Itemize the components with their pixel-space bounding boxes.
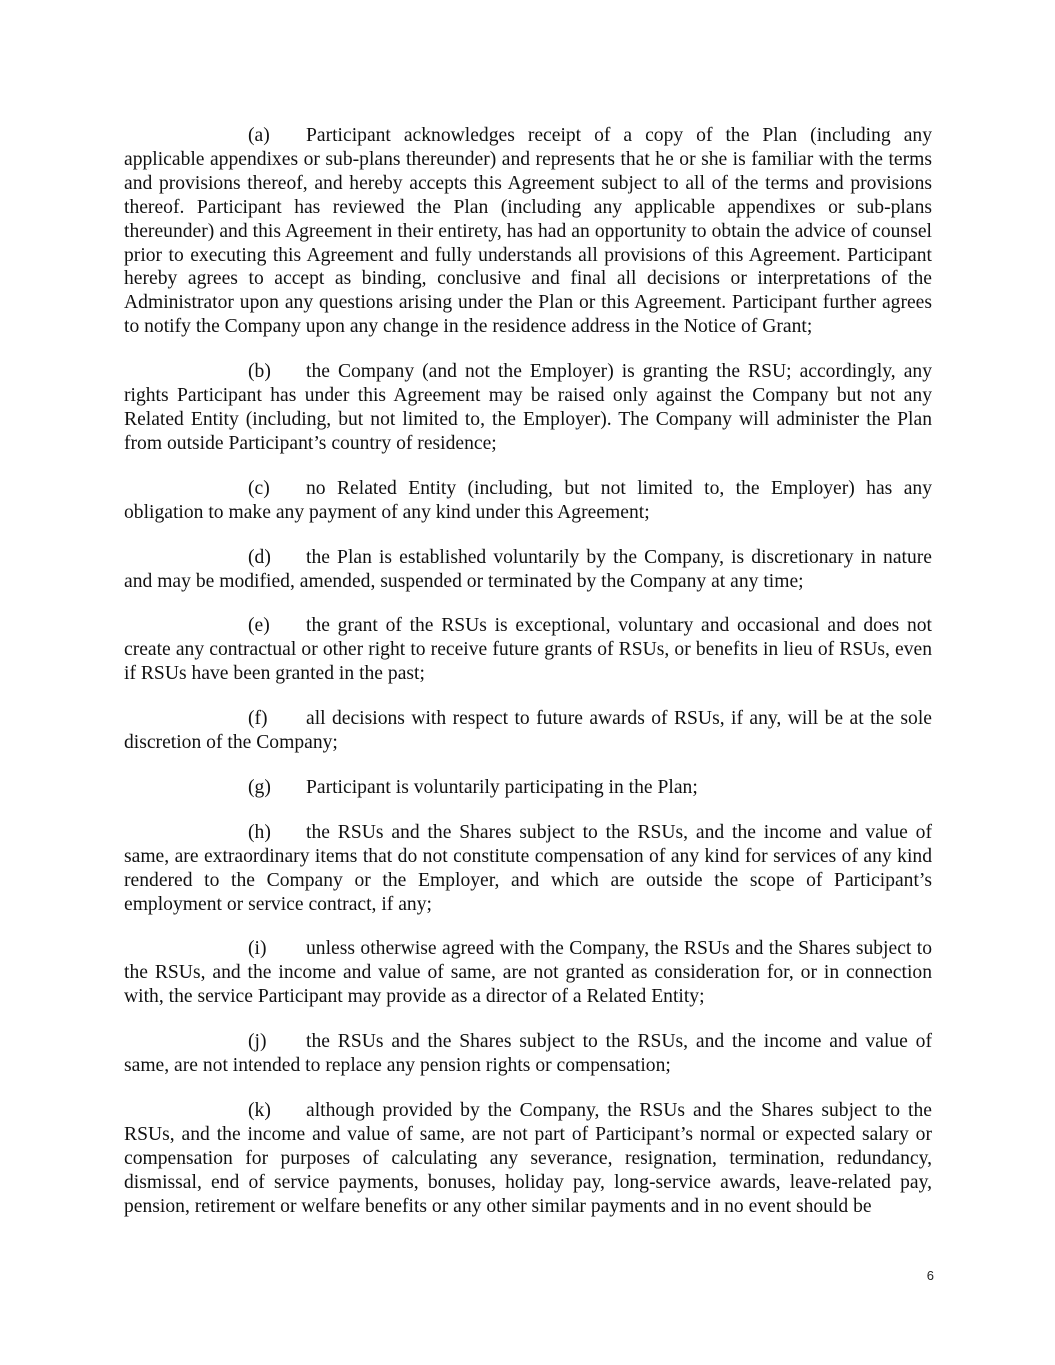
- paragraph-label: (h): [248, 821, 271, 843]
- document-body: [124, 124, 932, 1240]
- paragraph-g: [124, 776, 932, 800]
- paragraph-e: [124, 614, 932, 686]
- paragraph-label: (b): [248, 361, 271, 383]
- paragraph-label: (f): [248, 708, 268, 730]
- paragraph-text: all decisions with respect to future awards of RSUs, if any, will be at the sole discretion of the Company;: [124, 708, 932, 754]
- paragraph-d: [124, 546, 932, 594]
- paragraph-i: [124, 937, 932, 1009]
- paragraph-label: (j): [248, 1031, 267, 1053]
- paragraph-k: [124, 1099, 932, 1219]
- paragraph-b: [124, 360, 932, 456]
- paragraph-j: [124, 1030, 932, 1078]
- paragraph-c: [124, 477, 932, 525]
- paragraph-text: the Plan is established voluntarily by the Company, is discretionary in nature and may be modified, amended, suspended or terminated by the Company at any time;: [124, 546, 932, 592]
- paragraph-label: (e): [248, 615, 270, 637]
- paragraph-text: no Related Entity (including, but not limited to, the Employer) has any obligation to make any payment of any kind under this Agreement;: [124, 477, 932, 523]
- paragraph-label: (d): [248, 546, 271, 568]
- paragraph-f: [124, 707, 932, 755]
- paragraph-text: Participant acknowledges receipt of a copy of the Plan (including any applicable appendixes or sub-plans thereunder) and represents that he or she is familiar with the terms and provisions thereof, and hereby accepts this Agreement subject to all of the terms and provisions thereof. Participant has reviewed the Plan (including any applicable appendixes or sub-plans thereunder) and this Agreement in their entirety, has had an opportunity to obtain the advice of counsel prior to executing this Agreement and fully understands all provisions of this Agreement. Participant hereby agrees to accept as binding, conclusive and final all decisions or interpretations of the Administrator upon any questions arising under the Plan or this Agreement. Participant further agrees to notify the Company upon any change in the residence address in the Notice of Grant;: [124, 125, 932, 338]
- paragraph-label: (a): [248, 125, 270, 146]
- paragraph-a: [124, 124, 932, 339]
- paragraph-label: (i): [248, 938, 267, 960]
- paragraph-label: (c): [248, 477, 270, 499]
- paragraph-text: although provided by the Company, the RSUs and the Shares subject to the RSUs, and the income and value of same, are not part of Participant’s normal or expected salary or compensation for purposes of calculating any severance, resignation, termination, redundancy, dismissal, end of service payments, bonuses, holiday pay, long-service awards, leave-related pay, pension, retirement or welfare benefits or any other similar payments and in no event should be: [124, 1100, 932, 1217]
- paragraph-text: the RSUs and the Shares subject to the RSUs, and the income and value of same, are extraordinary items that do not constitute compensation of any kind for services of any kind rendered to the Company or the Employer, and which are outside the scope of Participant’s employment or service contract, if any;: [124, 821, 932, 915]
- page-number: 6: [926, 1268, 934, 1283]
- paragraph-text: unless otherwise agreed with the Company, the RSUs and the Shares subject to the RSUs, and the income and value of same, are not granted as consideration for, or in connection with, the service Participant may provide as a director of a Related Entity;: [124, 938, 932, 1008]
- paragraph-text: the Company (and not the Employer) is granting the RSU; accordingly, any rights Participant has under this Agreement may be raised only against the Company but not any Related Entity (including, but not limited to, the Employer). The Company will administer the Plan from outside Participant’s country of residence;: [124, 361, 932, 454]
- paragraph-label: (g): [248, 776, 271, 798]
- paragraph-label: (k): [248, 1100, 271, 1121]
- paragraph-h: [124, 821, 932, 917]
- paragraph-text: the RSUs and the Shares subject to the RSUs, and the income and value of same, are not intended to replace any pension rights or compensation;: [124, 1031, 932, 1077]
- paragraph-text: the grant of the RSUs is exceptional, voluntary and occasional and does not create any contractual or other right to receive future grants of RSUs, or benefits in lieu of RSUs, even if RSUs have been granted in the past;: [124, 615, 932, 685]
- paragraph-text: Participant is voluntarily participating in the Plan;: [306, 776, 698, 798]
